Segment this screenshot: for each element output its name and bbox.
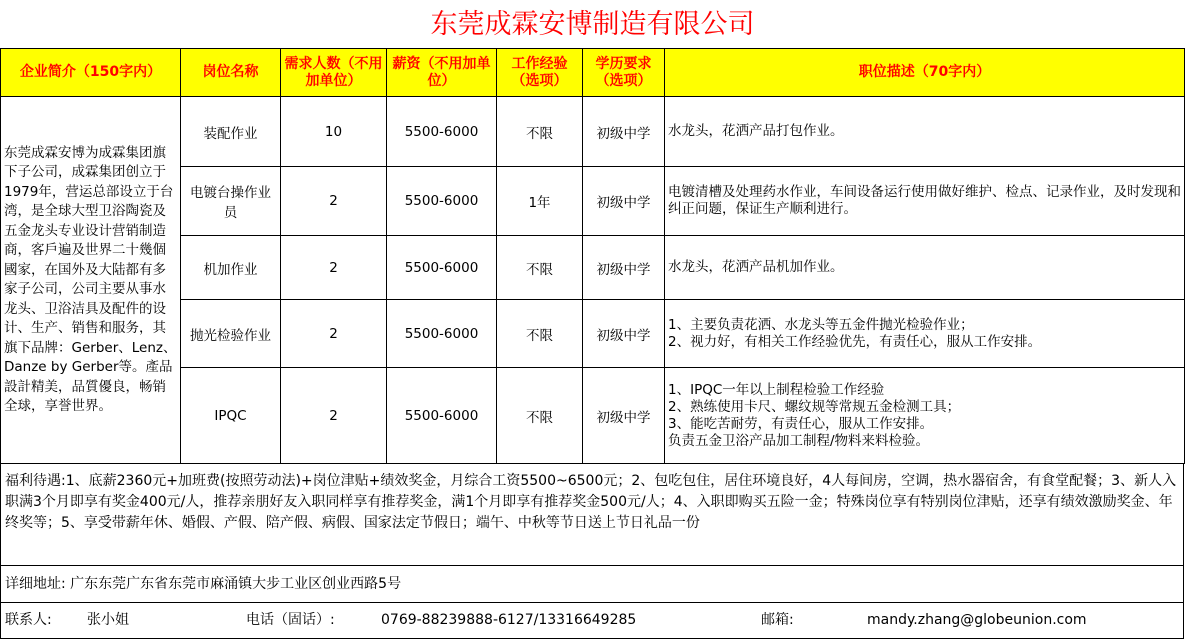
job-salary: 5500-6000	[387, 236, 497, 300]
email-address: mandy.zhang@globeunion.com	[867, 612, 1087, 628]
job-education: 初级中学	[583, 236, 665, 300]
header-position: 岗位名称	[181, 49, 281, 97]
job-education: 初级中学	[583, 167, 665, 236]
job-description	[665, 368, 1185, 464]
job-position: 装配作业	[181, 97, 281, 167]
phone-number: 0769-88239888-6127/13316649285	[381, 612, 637, 628]
job-experience: 不限	[497, 368, 583, 464]
description-line: 负责五金卫浴产品加工制程/物料来料检验。	[668, 432, 930, 449]
job-position: 机加作业	[181, 236, 281, 300]
header-count: 需求人数（不用加单位）	[281, 49, 387, 97]
job-description	[665, 167, 1185, 236]
header-description: 职位描述（70字内）	[665, 49, 1185, 97]
job-description	[665, 97, 1185, 167]
contact-person: 张小姐	[87, 612, 129, 628]
job-experience: 1年	[497, 167, 583, 236]
job-education: 初级中学	[583, 97, 665, 167]
phone-label: 电话（固话）:	[246, 612, 335, 628]
job-description	[665, 300, 1185, 368]
job-position: 电镀台操作业员	[181, 167, 281, 236]
address-text: 详细地址: 广东东莞广东省东莞市麻涌镇大步工业区创业西路5号	[0, 566, 1184, 603]
email-label: 邮箱:	[761, 612, 794, 628]
description-line: 水龙头，花洒产品打包作业。	[668, 123, 844, 139]
header-salary: 薪资（不用加单位）	[387, 49, 497, 97]
job-salary: 5500-6000	[387, 167, 497, 236]
table-row	[1, 97, 1185, 167]
job-count: 2	[281, 167, 387, 236]
description-line: 电镀清槽及处理药水作业，车间设备运行使用做好维护、检点、记录作业，及时发现和纠正问题，保证生产顺利进行。	[668, 184, 1181, 217]
header-intro: 企业简介（150字内）	[1, 49, 181, 97]
job-count: 2	[281, 300, 387, 368]
job-position: IPQC	[181, 368, 281, 464]
job-education: 初级中学	[583, 300, 665, 368]
job-experience: 不限	[497, 97, 583, 167]
description-line: 1、主要负责花洒、水龙头等五金件抛光检验作业；	[668, 316, 974, 333]
job-table	[0, 48, 1185, 464]
header-row	[1, 49, 1185, 97]
job-position: 抛光检验作业	[181, 300, 281, 368]
job-experience: 不限	[497, 236, 583, 300]
description-line: 3、能吃苦耐劳，有责任心，服从工作安排。	[668, 415, 934, 432]
job-salary: 5500-6000	[387, 300, 497, 368]
contact-person-label: 联系人:	[5, 612, 52, 628]
job-education: 初级中学	[583, 368, 665, 464]
job-salary: 5500-6000	[387, 368, 497, 464]
benefits-text: 福利待遇:1、底薪2360元+加班费(按照劳动法)+岗位津贴+绩效奖金，月综合工资5500~6500元；2、包吃包住，居住环境良好，4人每间房，空调，热水器宿舍，有食堂配餐；3、新人入职满3个月即享有奖金400元/人，推荐亲朋好友入职同样享有推荐奖金，满1个月即享有推荐奖金500元/人；4、入职即购买五险一金；特殊岗位享有特别岗位津贴，还享有绩效激励奖金、年终奖等；5、享受带薪年休、婚假、产假、陪产假、病假、国家法定节假日；端午、中秋等节日送上节日礼品一份	[0, 463, 1184, 566]
job-experience: 不限	[497, 300, 583, 368]
description-line: 2、视力好，有相关工作经验优先，有责任心，服从工作安排。	[668, 333, 1042, 350]
job-description	[665, 236, 1185, 300]
job-salary: 5500-6000	[387, 97, 497, 167]
description-line: 1、IPQC一年以上制程检验工作经验	[668, 381, 885, 398]
company-title: 东莞成霖安博制造有限公司	[0, 0, 1185, 48]
header-education: 学历要求（选项）	[583, 49, 665, 97]
job-count: 2	[281, 236, 387, 300]
job-count: 2	[281, 368, 387, 464]
description-line: 2、熟练使用卡尺、螺纹规等常规五金检测工具；	[668, 398, 961, 415]
job-count: 10	[281, 97, 387, 167]
company-intro: 东莞成霖安博为成霖集团旗下子公司，成霖集团创立于1979年，营运总部设立于台湾，是全球大型卫浴陶瓷及五金龙头专业设计营销制造商，客戶遍及世界二十幾個國家，在国外及大陆都有多家子公司，公司主要从事水龙头、卫浴洁具及配件的设计、生产、销售和服务，其旗下品牌：Gerber、Lenz、Danze by Gerber等。產品設計精美，品質優良，畅销全球，享誉世界。	[1, 97, 181, 464]
header-experience: 工作经验（选项）	[497, 49, 583, 97]
contact-row	[0, 603, 1184, 639]
description-line: 水龙头，花洒产品机加作业。	[668, 259, 844, 275]
